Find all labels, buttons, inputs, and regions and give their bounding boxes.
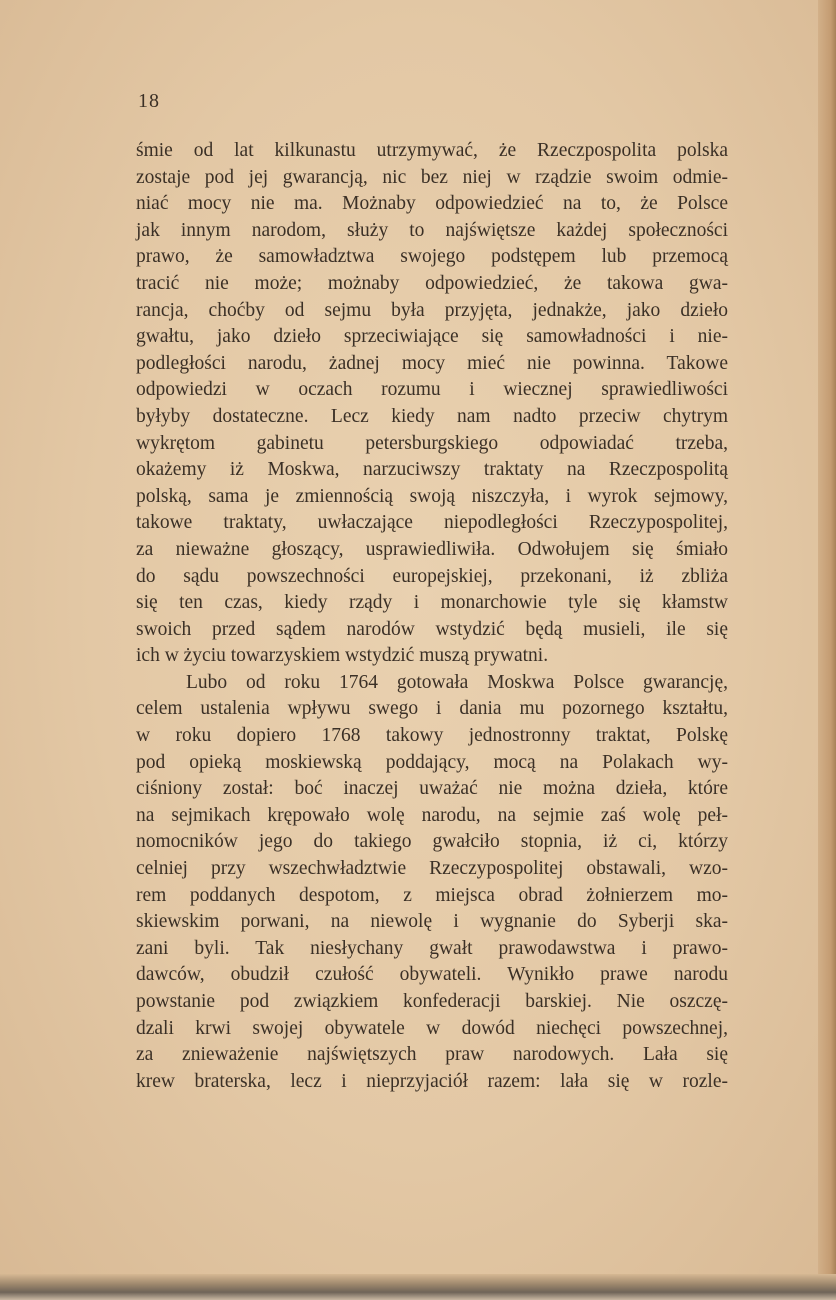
- text-line: tracić nie może; możnaby odpowiedzieć, że takowa gwa-: [136, 272, 728, 294]
- text-line: pod opieką moskiewską poddający, mocą na Polakach wy-: [136, 751, 728, 773]
- text-line: takowe traktaty, uwłaczające niepodległości Rzeczypospolitej,: [136, 512, 728, 534]
- text-line: zani byli. Tak niesłychany gwałt prawodawstwa i prawo-: [136, 937, 728, 959]
- text-line: polską, sama je zmiennością swoją niszczyła, i wyrok sejmowy,: [136, 485, 728, 507]
- body-text: [136, 138, 728, 1095]
- text-line: prawo, że samowładztwa swojego podstępem lub przemocą: [136, 246, 728, 268]
- text-line: odpowiedzi w oczach rozumu i wiecznej sprawiedliwości: [136, 379, 728, 401]
- text-line: w roku dopiero 1768 takowy jednostronny traktat, Polskę: [136, 725, 728, 747]
- text-line: gwałtu, jako dzieło sprzeciwiające się samowładności i nie-: [136, 326, 728, 348]
- text-line: dzali krwi swojej obywatele w dowód niechęci powszechnej,: [136, 1017, 728, 1039]
- text-line: skiewskim porwani, na niewolę i wygnanie do Syberji ska-: [136, 911, 728, 933]
- text-line: krew braterska, lecz i nieprzyjaciół razem: lała się w rozle-: [136, 1070, 728, 1092]
- text-line: za znieważenie najświętszych praw narodowych. Lała się: [136, 1044, 728, 1066]
- text-line: na sejmikach krępowało wolę narodu, na sejmie zaś wolę peł-: [136, 804, 728, 826]
- text-line: niać mocy nie ma. Możnaby odpowiedzieć na to, że Polsce: [136, 193, 728, 215]
- paragraph-end-line: ich w życiu towarzyskiem wstydzić muszą prywatni.: [136, 645, 549, 667]
- page-number: 18: [138, 90, 160, 112]
- text-line: rem poddanych despotom, z miejsca obrad żołnierzem mo-: [136, 884, 728, 906]
- page-right-edge: [818, 0, 836, 1300]
- text-line: okażemy iż Moskwa, narzuciwszy traktaty na Rzeczpospolitą: [136, 459, 728, 481]
- text-line: się ten czas, kiedy rządy i monarchowie tyle się kłamstw: [136, 592, 728, 614]
- text-line: powstanie pod związkiem konfederacji barskiej. Nie oszczę-: [136, 991, 728, 1012]
- text-line: byłyby dostateczne. Lecz kiedy nam nadto przeciw chytrym: [136, 405, 728, 427]
- text-line: rancja, choćby od sejmu była przyjęta, jednakże, jako dzieło: [136, 299, 728, 321]
- text-line: jak innym narodom, służy to najświętsze każdej społeczności: [136, 219, 728, 241]
- text-line: celniej przy wszechwładztwie Rzeczypospolitej obstawali, wzo-: [136, 858, 728, 880]
- text-line: podległości narodu, żadnej mocy mieć nie powinna. Takowe: [136, 352, 728, 374]
- text-line: śmie od lat kilkunastu utrzymywać, że Rzeczpospolita polska: [136, 140, 728, 161]
- text-line: ciśniony został: boć inaczej uważać nie można dzieła, które: [136, 778, 728, 800]
- page-bottom-edge: [0, 1274, 836, 1300]
- text-line: do sądu powszechności europejskiej, przekonani, iż zbliża: [136, 565, 728, 587]
- text-line: celem ustalenia wpływu swego i dania mu pozornego kształtu,: [136, 698, 728, 720]
- text-line: za nieważne głoszący, usprawiedliwiła. Odwołujem się śmiało: [136, 538, 728, 560]
- text-line: dawców, obudził czułość obywateli. Wynikło prawe narodu: [136, 964, 728, 986]
- paragraph-start-line: Lubo od roku 1764 gotowała Moskwa Polsce gwarancję,: [186, 671, 728, 693]
- text-line: nomocników jego do takiego gwałciło stopnia, iż ci, którzy: [136, 831, 728, 853]
- text-line: wykrętom gabinetu petersburgskiego odpowiadać trzeba,: [136, 432, 728, 454]
- text-line: zostaje pod jej gwarancją, nic bez niej w rządzie swoim odmie-: [136, 166, 728, 188]
- text-line: swoich przed sądem narodów wstydzić będą musieli, ile się: [136, 618, 728, 640]
